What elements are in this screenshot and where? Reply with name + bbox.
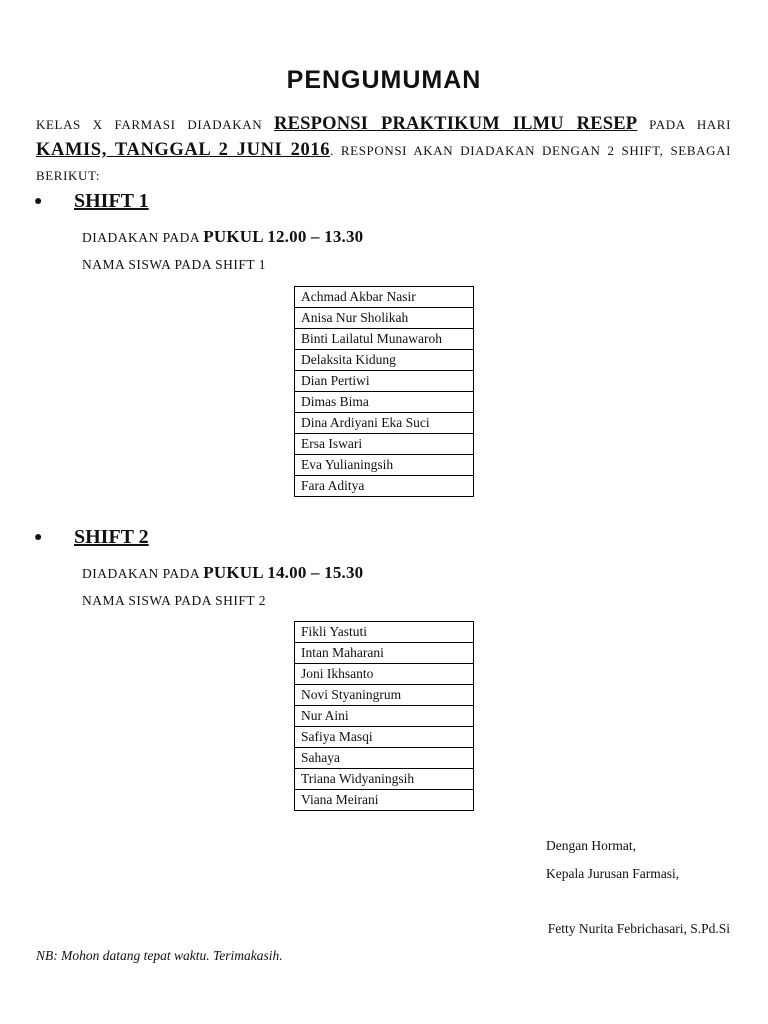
shift2-label: SHIFT 2 [74, 526, 149, 548]
shift2-student-table [294, 621, 474, 811]
table-row [295, 664, 474, 685]
table-row [295, 476, 474, 497]
student-name: Dian Pertiwi [295, 371, 474, 392]
table-row [295, 769, 474, 790]
shift2-heading [34, 526, 149, 549]
shift2-list-label: NAMA SISWA PADA SHIFT 2 [82, 593, 267, 608]
table-row [295, 413, 474, 434]
page-title: PENGUMUMAN [286, 66, 482, 94]
student-name: Binti Lailatul Munawaroh [295, 329, 474, 350]
student-name: Dimas Bima [295, 392, 474, 413]
intro-text-1: KELAS X FARMASI DIADAKAN [36, 117, 275, 132]
student-name: Nur Aini [295, 706, 474, 727]
intro-text-3: . RESPONSI AKAN DIADAKAN DENGAN 2 SHIFT, SEBAGAI BERIKUT: [36, 143, 732, 183]
bullet-icon: ● [34, 194, 43, 210]
student-name: Fikli Yastuti [295, 622, 474, 643]
shift1-time-prefix: DIADAKAN PADA [82, 230, 204, 245]
student-name: Intan Maharani [295, 643, 474, 664]
table-row [295, 748, 474, 769]
table-row [295, 727, 474, 748]
shift1-time-line [82, 227, 363, 247]
signature-name: Fetty Nurita Febrichasari, S.Pd.Si [547, 921, 730, 936]
student-name: Viana Meirani [295, 790, 474, 811]
table-row [295, 706, 474, 727]
student-name: Achmad Akbar Nasir [295, 287, 474, 308]
shift1-student-table [294, 286, 474, 497]
student-name: Novi Styaningrum [295, 685, 474, 706]
table-row [295, 643, 474, 664]
shift2-time-prefix: DIADAKAN PADA [82, 566, 204, 581]
event-name: RESPONSI PRAKTIKUM ILMU RESEP [274, 114, 638, 134]
shift2-time: PUKUL 14.00 – 15.30 [203, 563, 364, 582]
student-name: Triana Widyaningsih [295, 769, 474, 790]
table-row [295, 685, 474, 706]
student-name: Joni Ikhsanto [295, 664, 474, 685]
shift1-label: SHIFT 1 [74, 190, 149, 212]
signature-greeting: Dengan Hormat, [546, 838, 636, 853]
student-name: Dina Ardiyani Eka Suci [295, 413, 474, 434]
student-name: Eva Yulianingsih [295, 455, 474, 476]
shift1-time: PUKUL 12.00 – 13.30 [203, 227, 364, 246]
event-date: KAMIS, TANGGAL 2 JUNI 2016 [36, 140, 331, 160]
student-name: Fara Aditya [295, 476, 474, 497]
table-row [295, 790, 474, 811]
footnote: NB: Mohon datang tepat waktu. Terimakasih. [36, 948, 283, 963]
table-row [295, 329, 474, 350]
bullet-icon: ● [34, 530, 43, 546]
student-name: Ersa Iswari [295, 434, 474, 455]
table-row [295, 434, 474, 455]
table-row [295, 392, 474, 413]
student-name: Sahaya [295, 748, 474, 769]
table-row [295, 455, 474, 476]
student-name: Safiya Masqi [295, 727, 474, 748]
shift1-list-label: NAMA SISWA PADA SHIFT 1 [82, 257, 267, 272]
intro-text-2: PADA HARI [637, 117, 731, 132]
table-row [295, 371, 474, 392]
signature-position: Kepala Jurusan Farmasi, [546, 866, 680, 881]
table-row [295, 287, 474, 308]
table-row [295, 308, 474, 329]
shift1-heading [34, 190, 149, 213]
shift2-time-line [82, 563, 363, 583]
table-row [295, 622, 474, 643]
table-row [295, 350, 474, 371]
student-name: Anisa Nur Sholikah [295, 308, 474, 329]
intro-paragraph [36, 112, 731, 189]
student-name: Delaksita Kidung [295, 350, 474, 371]
